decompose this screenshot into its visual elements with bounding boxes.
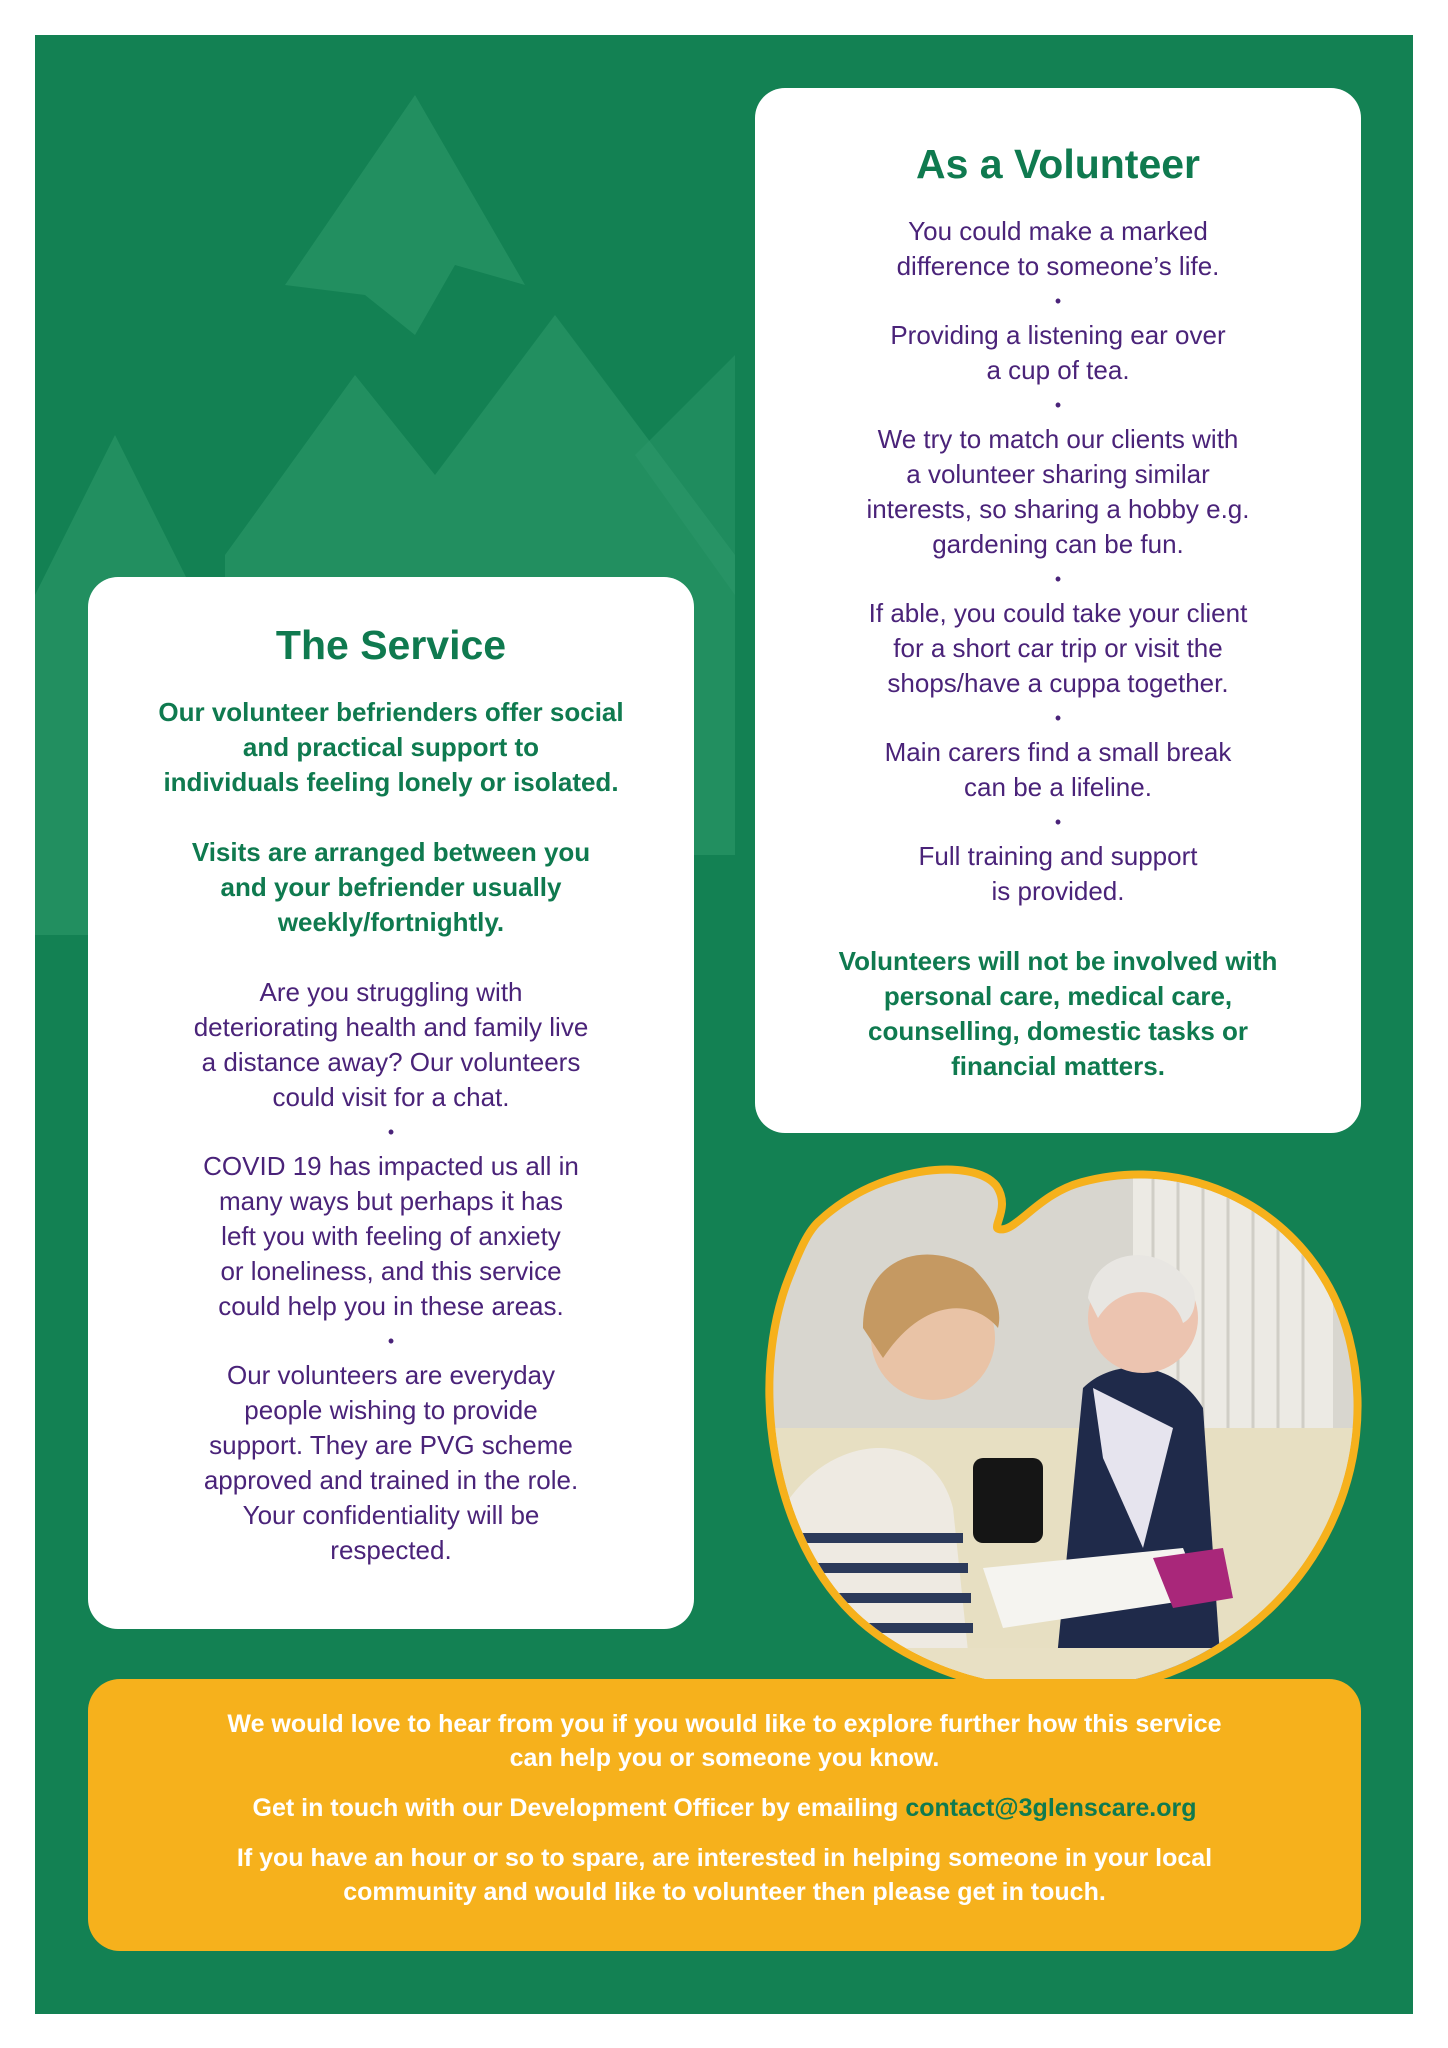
- volunteer-card: [755, 88, 1361, 1133]
- bullet-dot: •: [387, 1122, 395, 1142]
- service-card: [88, 577, 694, 1629]
- volunteer-point-5: Main carers find a small break can be a lifeline.: [884, 737, 1232, 802]
- contact-email-link[interactable]: contact@3glenscare.org: [905, 1794, 1197, 1822]
- service-paragraph-3: Our volunteers are everyday people wishing to provide support. They are PVG scheme approved and trained in the role. Your confidentiality will be respected.: [203, 1360, 579, 1565]
- service-title: The Service: [275, 622, 507, 668]
- contact-volunteer-line: If you have an hour or so to spare, are interested in helping someone in your local community and would like to volunteer then please get in touch.: [236, 1844, 1213, 1906]
- volunteer-point-2: Providing a listening ear over a cup of tea.: [890, 320, 1226, 385]
- volunteer-point-3: We try to match our clients with a volunteer sharing similar interests, so sharing a hobby e.g. gardening can be fun.: [866, 424, 1250, 559]
- befriending-photo: [753, 1128, 1369, 1699]
- volunteer-notice: Volunteers will not be involved with personal care, medical care, counselling, domestic tasks or financial matters.: [838, 946, 1278, 1081]
- bullet-dot: •: [1054, 569, 1062, 589]
- bullet-dot: •: [387, 1331, 395, 1351]
- flyer-page: [35, 35, 1413, 2014]
- volunteer-point-6: Full training and support is provided.: [918, 841, 1198, 906]
- volunteer-point-4: If able, you could take your client for a short car trip or visit the shops/have a cuppa together.: [868, 598, 1248, 698]
- bullet-dot: •: [1054, 812, 1062, 832]
- service-paragraph-2: COVID 19 has impacted us all in many ways but perhaps it has left you with feeling of anxiety or loneliness, and this service could help you in these areas.: [203, 1151, 579, 1321]
- contact-intro: We would love to hear from you if you would like to explore further how this service can help you or someone you know.: [227, 1710, 1222, 1772]
- service-intro-2: Visits are arranged between you and your befriender usually weekly/fortnightly.: [191, 837, 591, 937]
- bullet-dot: •: [1054, 291, 1062, 311]
- service-paragraph-1: Are you struggling with deteriorating health and family live a distance away? Our volunteers could visit for a chat.: [193, 977, 589, 1112]
- contact-banner: [88, 1679, 1361, 1951]
- bullet-dot: •: [1054, 708, 1062, 728]
- volunteer-title: As a Volunteer: [915, 141, 1201, 187]
- contact-officer-line: Get in touch with our Development Officer by emailing contact@3glenscare.org: [252, 1794, 1197, 1822]
- bullet-dot: •: [1054, 395, 1062, 415]
- service-intro-1: Our volunteer befrienders offer social and practical support to individuals feeling lonely or isolated.: [158, 697, 624, 797]
- volunteer-point-1: You could make a marked difference to someone’s life.: [896, 216, 1220, 281]
